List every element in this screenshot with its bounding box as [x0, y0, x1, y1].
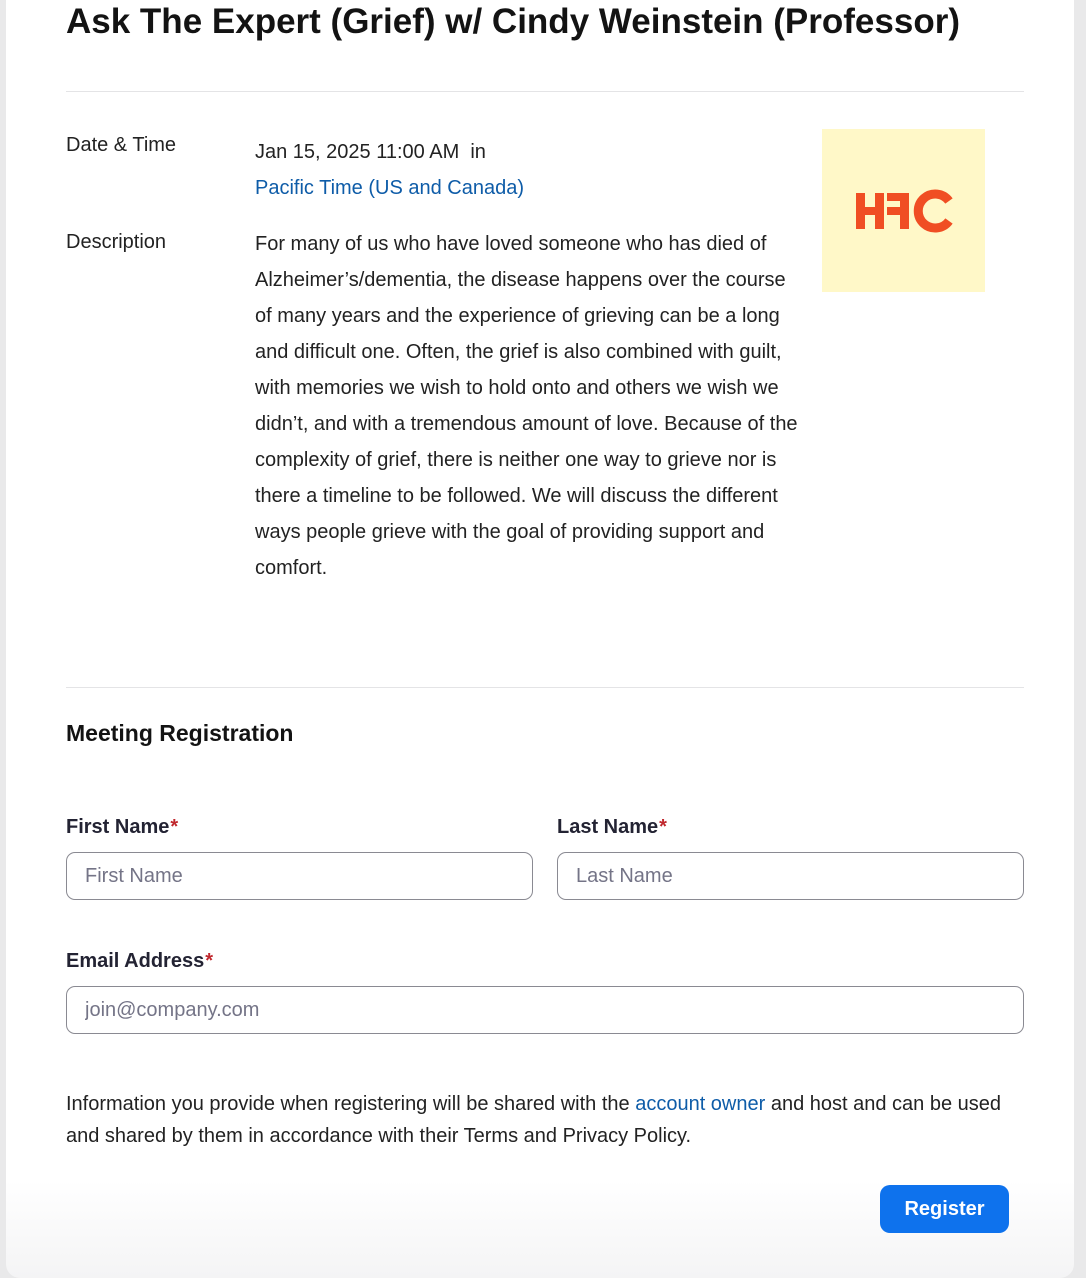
email-label — [66, 950, 213, 973]
section-divider — [66, 687, 1024, 688]
email-input[interactable] — [66, 986, 1024, 1034]
required-marker: * — [170, 816, 179, 838]
date-time-in: in — [470, 141, 486, 163]
date-time-line — [255, 134, 524, 170]
disclaimer-text-before: Information you provide when registering will be shared with the — [66, 1093, 636, 1115]
first-name-label-text: First Name — [66, 816, 170, 838]
date-time-block — [255, 134, 524, 206]
description-text: For many of us who have loved someone who has died of Alzheimer’s/dementia, the disease happens over the course of many years and the experience of grieving can be a long and difficult one. Often, the grief is also combined with guilt, with memories we wish to hold onto and others we wish we didn’t, and with a tremendous amount of love. Because of the complexity of grief, there is neither one way to grieve nor is there a timeline to be followed. We will discuss the different ways people grieve with the goal of providing support and comfort. — [255, 233, 798, 579]
title-divider — [66, 91, 1024, 92]
disclaimer-text-after: and host and can be used and shared by them in accordance with their Terms and Privacy Policy. — [66, 1093, 1002, 1147]
privacy-disclaimer — [66, 1088, 1026, 1152]
first-name-input[interactable] — [66, 852, 533, 900]
timezone-link[interactable]: Pacific Time (US and Canada) — [255, 177, 525, 199]
register-button[interactable]: Register — [880, 1185, 1009, 1233]
last-name-label-text: Last Name — [557, 816, 659, 838]
required-marker: * — [205, 950, 213, 972]
date-time-value: Jan 15, 2025 11:00 AM — [255, 141, 460, 163]
page-title: Ask The Expert (Grief) w/ Cindy Weinstein (Professor) — [66, 2, 960, 41]
email-label-text: Email Address — [66, 950, 205, 972]
description-label: Description — [66, 231, 167, 253]
last-name-label — [557, 816, 667, 839]
registration-title: Meeting Registration — [66, 720, 294, 746]
hfc-logo-icon — [854, 187, 954, 235]
account-owner-link[interactable]: account owner — [635, 1093, 766, 1115]
first-name-label — [66, 816, 178, 839]
registration-card — [6, 0, 1074, 1278]
last-name-input[interactable] — [557, 852, 1024, 900]
required-marker: * — [659, 816, 667, 838]
host-logo — [822, 129, 985, 292]
date-time-label: Date & Time — [66, 134, 177, 156]
